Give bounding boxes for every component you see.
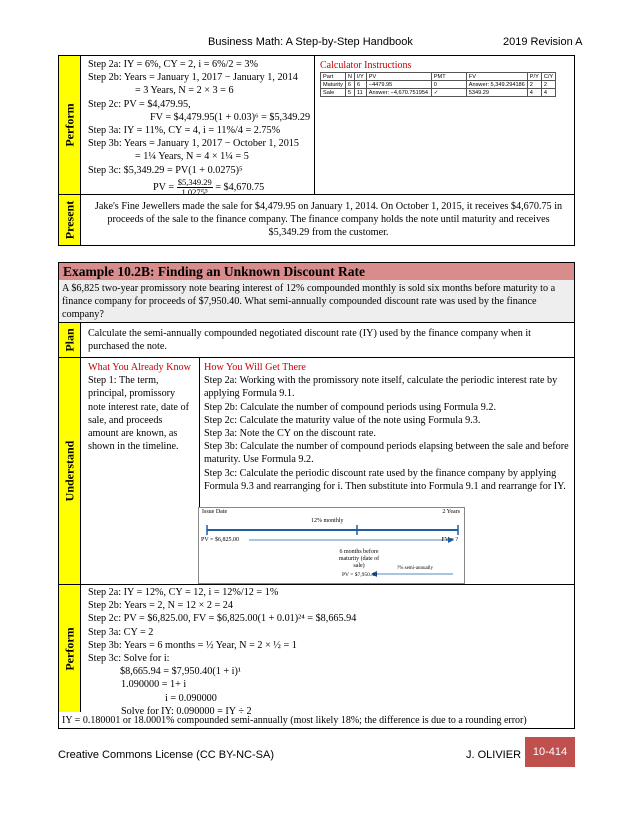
table-row: Sale 5 11 Answer: −4,670.751954 ✓ 5349.29 4 4 [321,89,556,97]
pv-fraction: $\frac{\$5,349.29}{\text{1.0275⁵}}$ [177,176,212,197]
page-footer [0,745,630,767]
perform-section-2 [58,584,575,729]
problem-text: A $6,825 two-year promissory note bearing interest of 12% compounded monthly is sold six months before maturity to a finance company for proceeds of $7,950.40. What semi-annually compounded discount rate was used by the finance company? [62,283,556,321]
known-title: What You Already Know [88,362,191,373]
problem-section [58,280,575,323]
perform-steps-1: Step 2a: IY = 6%, CY = 2, i = 6%/2 = 3% Step 2b: Years = January 1, 2017 − January 1, 2014 = 3 Years, N = 2 × 3 = 6 Step 2c: PV = $4,479.95, FV = $4,479.95(1 + 0.03)⁶ = $5,349.29 Step 3a: IY = 11%, CY = 4, i = 11%/4 = 2.75% Step 3b: Years = January 1, 2017 − October 1, 2015 = 1¼ Years, N = 4 × 1¼ = 5 Step 3c: $5,349.29 = PV(1 + 0.0275)⁵ PV = $\frac{\$5,349.29}{\text{1.0275⁵}}$ = $4,670.75 [88,59,311,197]
timeline-start-label: Issue Date [202,509,228,515]
timeline-rate-label: 12% monthly [311,518,344,524]
plan-section [58,322,575,358]
example-title-bar [58,262,575,281]
timeline-sale-rate-label: ?% semi-annually [397,566,433,571]
present-label-tab: Present [59,195,81,245]
timeline-fv-label: FV = ? [441,537,458,543]
calculator-instructions [320,59,556,97]
perform-final-answer: IY = 0.180001 or 18.0001% compounded semi-annually (most likely 18%; the difference is due to a rounding error) [62,714,527,726]
revision-label: 2019 Revision A [503,36,583,48]
book-title: Business Math: A Step-by-Step Handbook [208,36,413,48]
understand-label-tab: Understand [59,358,81,584]
author-name: J. OLIVIER [466,749,522,761]
perform-steps-2: Step 2a: IY = 12%, CY = 12, i = 12%/12 = 1% Step 2b: Years = 2, N = 12 × 2 = 24 Step 2c: PV = $6,825.00, FV = $6,825.00(1 + 0.01)²⁴ = $8,665.94 Step 3a: CY = 2 Step 3b: Years = 6 months = ½ Year, N = 2 × ½ = 1 Step 3c: Solve for i: $8,665.94 = $7,950.40(1 + i)¹ 1.090000 = 1+ i i = 0.090000 Solve for IY: 0.090000 = IY ÷ 2 [88,587,357,717]
how-column: How You Will Get There Step 2a: Working with the promissory note itself, calculate the periodic interest rate by applying Formula 9.1. Step 2b: Calculate the number of compound periods using Formula 9.2. Step 2c: Calculate the maturity value of the note using Formula 9.3. Step 3a: Note the CY on the discount rate. Step 3b: Calculate the number of compound periods elapsing between the sale and before maturity. Use Formula 9.2. Step 3c: Calculate the periodic discount rate used by the finance company by applying Formula 9.3 and rearranging for i. Then substitute into Formula 9.1 and rearrange for IY. [204,362,569,492]
calculator-table [320,72,556,97]
table-row: Maturity 6 6 −4479.95 0 Answer: 5,349.294186 2 2 [321,81,556,89]
known-column [88,361,194,453]
page-header [0,36,630,52]
license-text: Creative Commons License (CC BY-NC-SA) [58,749,274,761]
timeline-diagram [198,507,465,584]
present-text: Jake's Fine Jewellers made the sale for $4,479.95 on January 1, 2014. On October 1, 2015, it receives $4,670.75 in proceeds of the sale to the finance company. The finance company holds the note until maturity and receives $5,349.29 from the customer. [94,201,563,239]
timeline-end-label: 2 Years [442,509,460,515]
timeline-sale-pv-label: PV = $7,950.40 [342,572,377,578]
timeline-pv-label: PV = $6,825.00 [201,537,239,543]
perform-label-tab: Perform [59,585,81,712]
understand-section [58,357,575,585]
table-header-row: Part N I/Y PV PMT FV P/Y C/Y [321,73,556,81]
plan-label-tab: Plan [59,323,81,357]
known-text: Step 1: The term, principal, promissory note interest rate, date of sale, and proceeds amount are known, as shown in the timeline. [88,375,189,453]
plan-text: Calculate the semi-annually compounded negotiated discount rate (IY) used by the finance company when it purchased the note. [88,328,532,353]
page-number-badge: 10-414 [525,737,575,767]
perform-label-tab: Perform [59,56,81,194]
calculator-title: Calculator Instructions [320,60,412,71]
example-title: Example 10.2B: Finding an Unknown Discount Rate [63,264,365,279]
how-title: How You Will Get There [204,362,306,373]
timeline-sale-label: 6 months before maturity (date of sale) [338,549,380,569]
present-section [58,194,575,246]
perform-section-1 [58,55,575,195]
